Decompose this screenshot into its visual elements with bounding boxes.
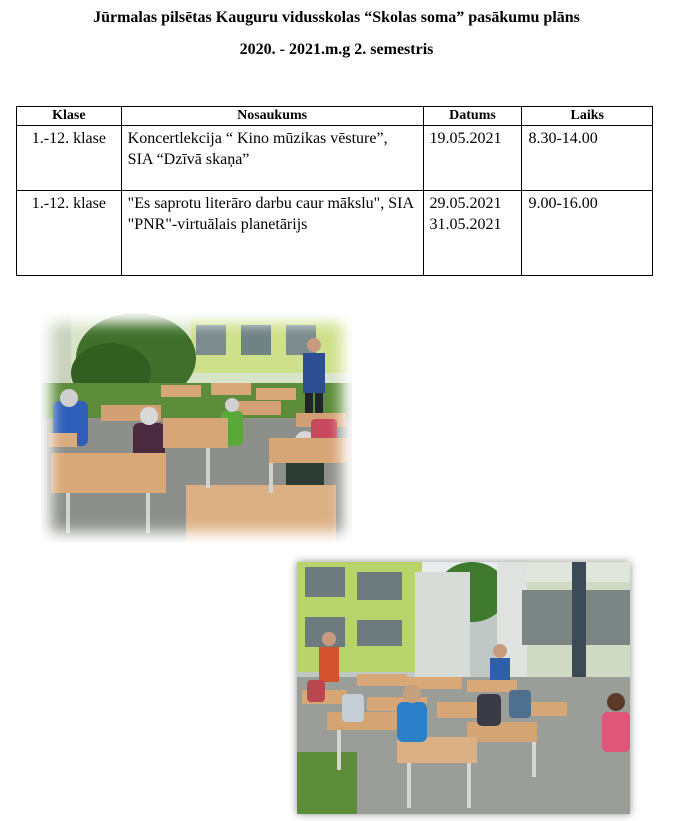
- cell-datums: [423, 191, 522, 276]
- header-klase: Klase: [17, 107, 122, 126]
- header-datums: Datums: [423, 107, 522, 126]
- document-subtitle: 2020. - 2021.m.g 2. semestris: [239, 41, 434, 58]
- event-photo-vr-students: [41, 313, 352, 542]
- photo-illustration: [297, 562, 630, 814]
- header-laiks: Laiks: [522, 107, 653, 126]
- cell-klase: 1.-12. klase: [17, 191, 122, 276]
- date-value: 19.05.2021: [429, 130, 502, 147]
- document-title: Jūrmalas pilsētas Kauguru vidusskolas “Skolas soma” pasākumu plāns: [93, 9, 580, 26]
- cell-datums: [423, 126, 522, 191]
- photo-illustration: [41, 313, 352, 542]
- cell-klase: 1.-12. klase: [17, 126, 122, 191]
- date-value: 31.05.2021: [429, 216, 502, 233]
- cell-nosaukums: "Es saprotu literāro darbu caur mākslu", SIA "PNR"-virtuālais planetārijs: [121, 191, 423, 276]
- events-table: [16, 106, 653, 276]
- table-row: [17, 126, 653, 191]
- header-nosaukums: Nosaukums: [121, 107, 423, 126]
- table-header-row: [17, 107, 653, 126]
- cell-nosaukums: Koncertlekcija “ Kino mūzikas vēsture”, SIA “Dzīvā skaņa”: [121, 126, 423, 191]
- cell-laiks: 9.00-16.00: [522, 191, 653, 276]
- table-row: [17, 191, 653, 276]
- date-value: 29.05.2021: [429, 195, 502, 212]
- event-photo-courtyard-students: [297, 562, 630, 814]
- cell-laiks: 8.30-14.00: [522, 126, 653, 191]
